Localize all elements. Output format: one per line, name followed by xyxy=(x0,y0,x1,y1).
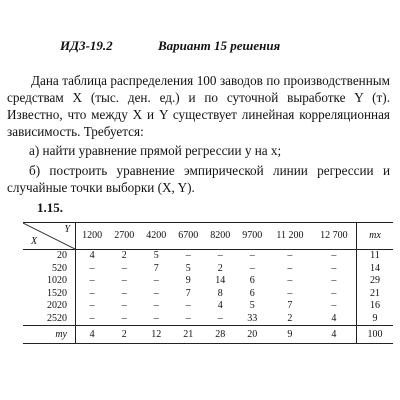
corner-cell xyxy=(23,223,76,250)
table-cell: 7 xyxy=(185,287,191,299)
row-x-value: 1020 xyxy=(23,275,76,288)
table-cell: 7 xyxy=(287,300,293,312)
table-cell: – xyxy=(287,275,293,287)
row-total: 11 xyxy=(357,250,394,263)
table-cell: – xyxy=(185,312,191,324)
table-cell: 6 xyxy=(249,287,255,299)
table-cell: – xyxy=(287,287,293,299)
total-col-header: mx xyxy=(357,223,394,250)
table-cell: – xyxy=(121,275,127,287)
table-cell: – xyxy=(121,300,127,312)
table-row xyxy=(23,263,393,276)
table-cell: – xyxy=(121,262,127,274)
task-b: б) построить уравнение эмпирической линии регрессии и случайные точки выборки (X, Y). xyxy=(7,163,390,195)
row-total: 9 xyxy=(357,313,394,326)
variant-title: Вариант 15 решения xyxy=(158,38,281,53)
table-cell: – xyxy=(153,287,159,299)
table-cell: 6 xyxy=(249,275,255,287)
footer-cell: 2 xyxy=(108,326,140,344)
problem-intro: Дана таблица распределения 100 заводов по производственным средствам X (тыс. ден. ед.) и по суточной выработке Y (т). Известно, что между X и Y существует линейная корреляционная зависимость. Требуется: xyxy=(7,73,390,139)
table-cell: – xyxy=(89,300,95,312)
table-cell: – xyxy=(331,275,337,287)
table-cell: – xyxy=(153,312,159,324)
col-header: 2700 xyxy=(108,223,140,250)
footer-cell: 20 xyxy=(236,326,268,344)
row-total: 16 xyxy=(357,300,394,313)
table-row xyxy=(23,275,393,288)
table-cell: 33 xyxy=(247,312,258,324)
page-header xyxy=(0,38,400,54)
footer-cell: 9 xyxy=(268,326,311,344)
col-header: 8200 xyxy=(204,223,236,250)
table-cell: – xyxy=(121,287,127,299)
problem-number: 1.15. xyxy=(37,200,63,215)
table-cell: – xyxy=(331,287,337,299)
problem-statement xyxy=(7,72,390,196)
table-cell: – xyxy=(217,250,223,262)
footer-cell: 4 xyxy=(76,326,109,344)
table-footer-row xyxy=(23,326,393,344)
footer-cell: 21 xyxy=(172,326,204,344)
table-row xyxy=(23,250,393,263)
table-cell: – xyxy=(249,250,255,262)
table-cell: – xyxy=(331,300,337,312)
table-cell: – xyxy=(249,262,255,274)
row-total: 14 xyxy=(357,263,394,276)
table-cell: 4 xyxy=(89,250,95,262)
row-x-value: 2520 xyxy=(23,313,76,326)
table-cell: 8 xyxy=(217,287,223,299)
footer-label: my xyxy=(23,326,76,344)
table-cell: 2 xyxy=(217,262,223,274)
table-cell: – xyxy=(185,250,191,262)
table-cell: – xyxy=(89,275,95,287)
table-cell: – xyxy=(89,312,95,324)
grand-total: 100 xyxy=(357,326,394,344)
col-header: 6700 xyxy=(172,223,204,250)
table-body xyxy=(23,250,393,326)
table-cell: – xyxy=(185,300,191,312)
table-cell: – xyxy=(153,275,159,287)
table-cell: – xyxy=(331,250,337,262)
table-cell: 2 xyxy=(287,312,293,324)
footer-cell: 4 xyxy=(312,326,357,344)
table-cell: 5 xyxy=(153,250,159,262)
table-cell: 7 xyxy=(153,262,159,274)
table-cell: 14 xyxy=(215,275,226,287)
table-cell: 4 xyxy=(331,312,337,324)
table-cell: – xyxy=(287,262,293,274)
table-cell: – xyxy=(89,262,95,274)
table-cell: 5 xyxy=(249,300,255,312)
table-cell: 5 xyxy=(185,262,191,274)
table-row xyxy=(23,300,393,313)
row-total: 21 xyxy=(357,288,394,301)
distribution-table xyxy=(23,222,393,344)
col-header: 9700 xyxy=(236,223,268,250)
col-header: 1200 xyxy=(76,223,109,250)
corner-y-label: Y xyxy=(64,224,70,235)
correlation-table xyxy=(23,222,393,348)
table-header-row xyxy=(23,223,393,250)
table-cell: – xyxy=(287,250,293,262)
table-cell: – xyxy=(121,312,127,324)
table-cell: 4 xyxy=(217,300,223,312)
table-row xyxy=(23,288,393,301)
row-x-value: 520 xyxy=(23,263,76,276)
col-header: 12 700 xyxy=(312,223,357,250)
footer-cell: 12 xyxy=(140,326,172,344)
row-x-value: 20 xyxy=(23,250,76,263)
assignment-code: ИДЗ-19.2 xyxy=(60,38,113,53)
col-header: 4200 xyxy=(140,223,172,250)
table-cell: – xyxy=(89,287,95,299)
table-cell: – xyxy=(331,262,337,274)
task-a: а) найти уравнение прямой регрессии y на x; xyxy=(29,143,282,158)
corner-x-label: X xyxy=(31,236,38,247)
table-cell: 9 xyxy=(185,275,191,287)
row-x-value: 1520 xyxy=(23,288,76,301)
footer-cell: 28 xyxy=(204,326,236,344)
table-cell: – xyxy=(153,300,159,312)
row-total: 29 xyxy=(357,275,394,288)
table-cell: – xyxy=(217,312,223,324)
col-header: 11 200 xyxy=(268,223,311,250)
row-x-value: 2020 xyxy=(23,300,76,313)
table-row xyxy=(23,313,393,326)
table-cell: 2 xyxy=(121,250,127,262)
